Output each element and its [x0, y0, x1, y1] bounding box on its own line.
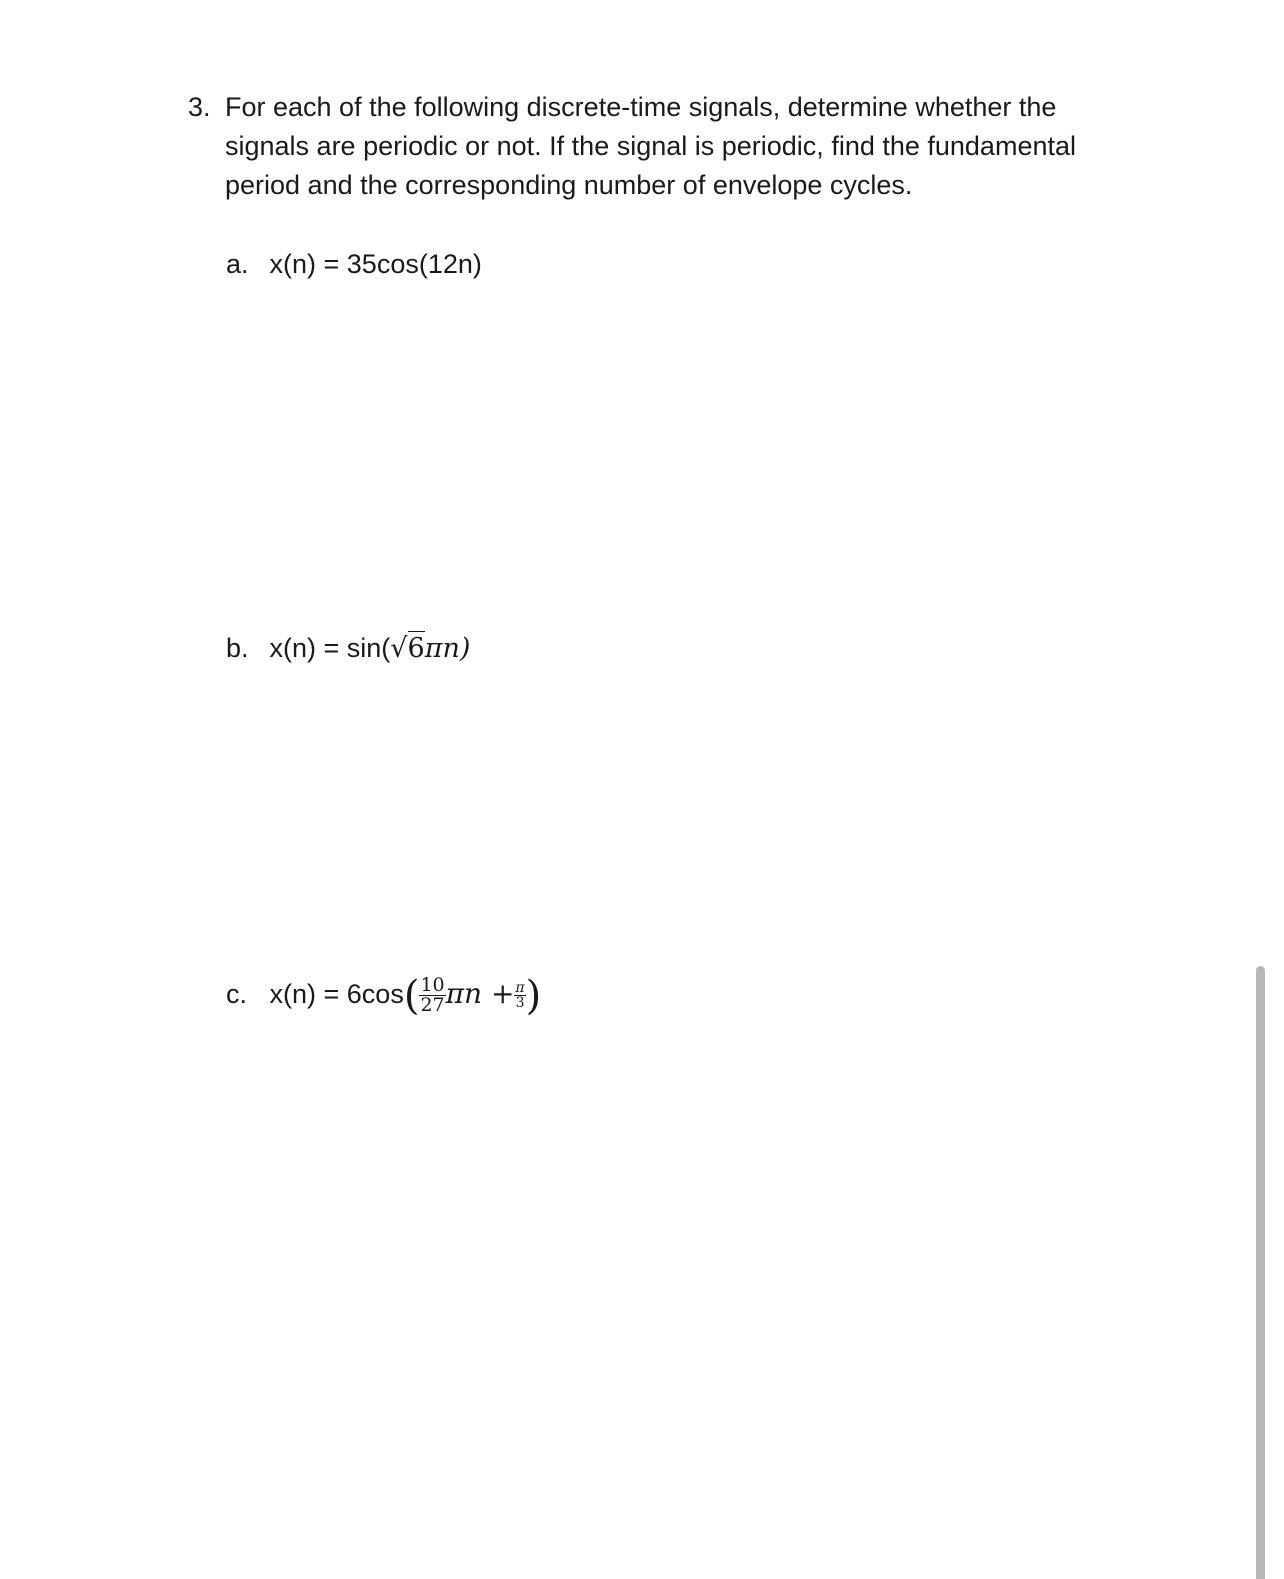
part-b-equation-tail: πn) — [424, 633, 471, 664]
fraction-2-numerator: π — [515, 980, 525, 997]
part-a-label: a. — [226, 249, 249, 279]
part-c-open-paren: ( — [403, 973, 420, 1019]
part-c-equation-mid: πn + — [445, 977, 515, 1010]
part-b-equation-lhs: x(n) = sin( — [269, 633, 391, 663]
part-a-equation: x(n) = 35cos(12n) — [269, 249, 482, 279]
part-c-label: c. — [226, 979, 248, 1009]
vertical-scrollbar[interactable] — [1256, 966, 1265, 1579]
question-number: 3. — [188, 92, 211, 122]
question-3 — [188, 88, 1108, 205]
part-a — [226, 246, 482, 282]
sqrt-symbol: √ — [390, 633, 408, 664]
sqrt-radicand: 6 — [407, 633, 425, 664]
part-c-fraction-1 — [419, 976, 445, 1015]
part-b-label: b. — [226, 633, 249, 663]
part-c — [226, 973, 542, 1032]
part-b-sqrt — [390, 631, 424, 667]
part-c-close-paren: ) — [525, 973, 542, 1019]
fraction-1-denominator: 27 — [420, 994, 445, 1017]
fraction-2-denominator: 3 — [515, 995, 525, 1012]
part-c-equation-lhs: x(n) = 6cos — [269, 979, 404, 1009]
fraction-1-numerator: 10 — [420, 974, 445, 997]
part-c-fraction-2 — [514, 981, 525, 1010]
part-b — [226, 630, 470, 667]
question-text: For each of the following discrete-time signals, determine whether the signals are periodic or not. If the signal is periodic, find the fundamental period and the corresponding number of envelope cycles. — [225, 92, 1076, 200]
